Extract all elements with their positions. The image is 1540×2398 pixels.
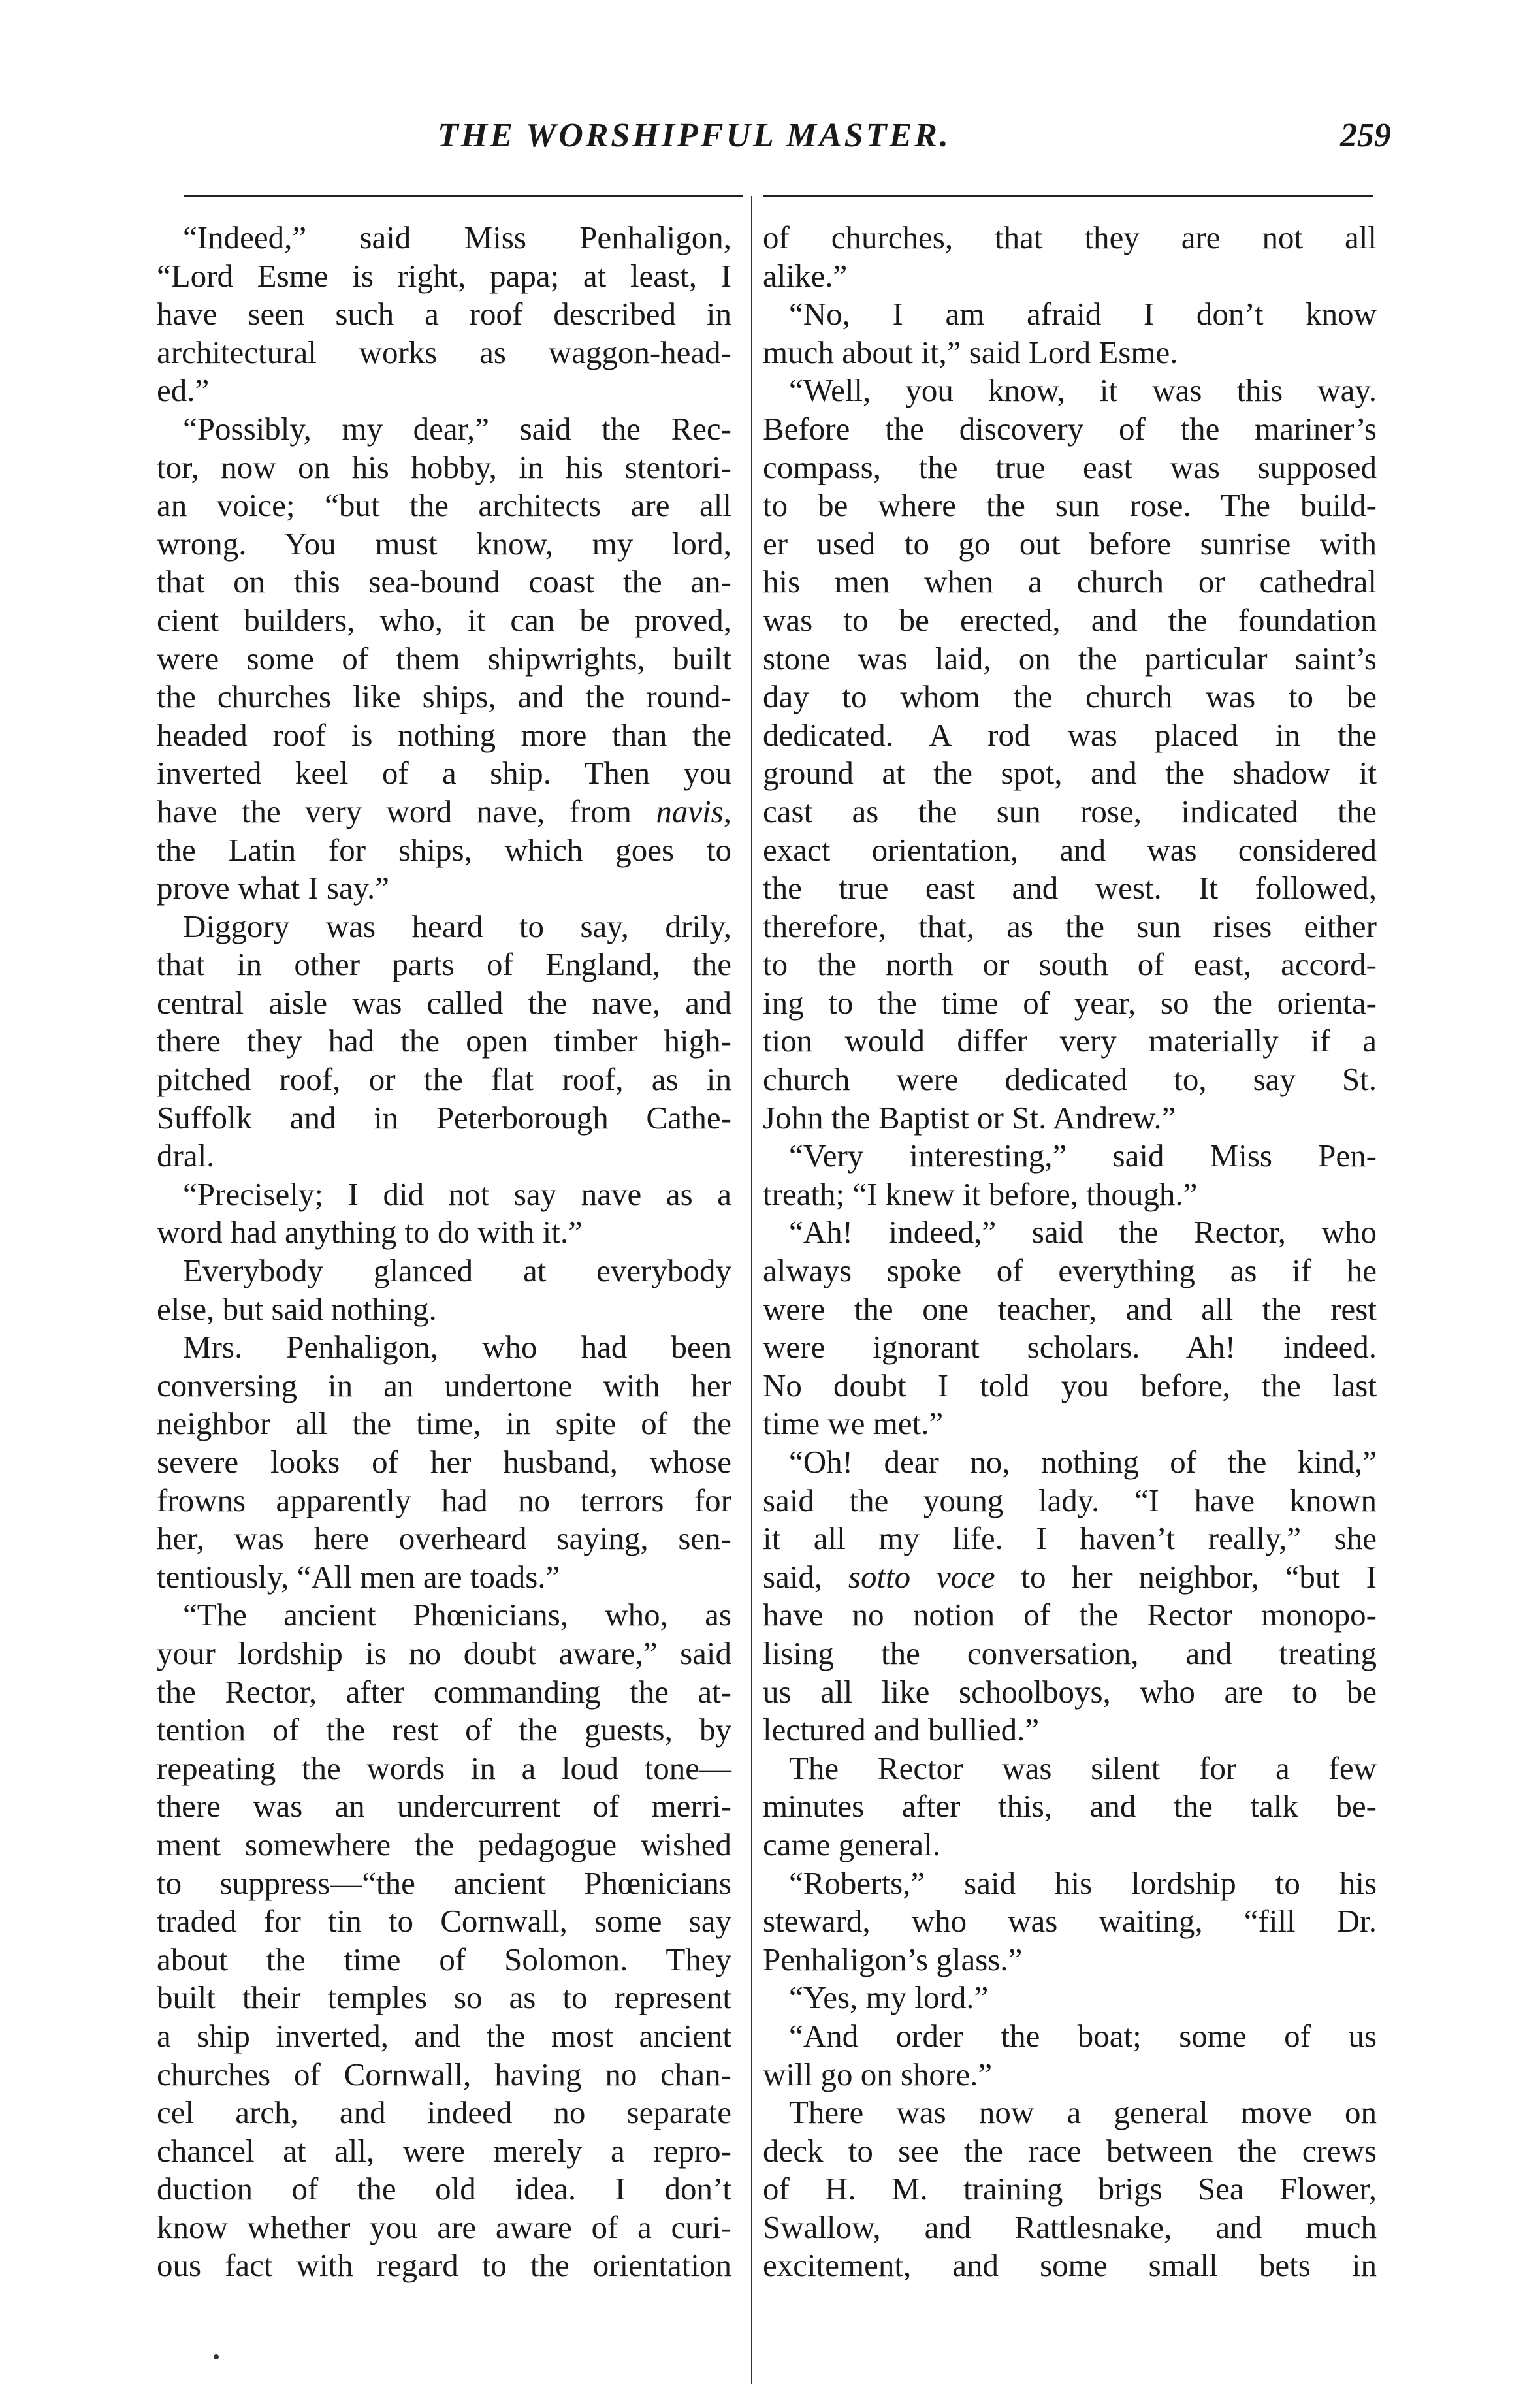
text-line: “Well, you know, it was this way. bbox=[789, 372, 1377, 409]
text-line: to be where the sun rose. The build- bbox=[763, 487, 1377, 524]
text-line: tentiously, “All men are toads.” bbox=[157, 1558, 560, 1595]
text-line: “No, I am afraid I don’t know bbox=[789, 296, 1377, 332]
text-line: tor, now on his hobby, in his stentori- bbox=[157, 449, 731, 485]
text-line: your lordship is no doubt aware,” said bbox=[157, 1635, 731, 1671]
text-line: deck to see the race between the crews bbox=[763, 2132, 1377, 2169]
text-line: much about it,” said Lord Esme. bbox=[763, 334, 1178, 370]
text-line: of churches, that they are not all bbox=[763, 219, 1377, 255]
text-line: frowns apparently had no terrors for bbox=[157, 1482, 731, 1518]
text-line: compass, the true east was supposed bbox=[763, 449, 1377, 485]
text-line: Mrs. Penhaligon, who had been bbox=[183, 1329, 731, 1366]
text-line: were some of them shipwrights, built bbox=[157, 640, 731, 677]
text-line: minutes after this, and the talk be- bbox=[763, 1788, 1377, 1825]
text-line: neighbor all the time, in spite of the bbox=[157, 1405, 731, 1442]
text-line: steward, who was waiting, “fill Dr. bbox=[763, 1903, 1377, 1940]
text-line: wrong. You must know, my lord, bbox=[157, 525, 731, 562]
text-line: church were dedicated to, say St. bbox=[763, 1061, 1377, 1098]
text-line: it all my life. I haven’t really,” she bbox=[763, 1520, 1377, 1557]
text-line: cient builders, who, it can be proved, bbox=[157, 601, 731, 638]
text-line: tion would differ very materially if a bbox=[763, 1023, 1377, 1059]
text-line: er used to go out before sunrise with bbox=[763, 525, 1377, 562]
page-header bbox=[196, 116, 1391, 175]
text-line: lising the conversation, and treating bbox=[763, 1635, 1377, 1671]
text-line: about the time of Solomon. They bbox=[157, 1941, 731, 1977]
text-line: cast as the sun rose, indicated the bbox=[763, 793, 1377, 829]
text-line: “Indeed,” said Miss Penhaligon, bbox=[183, 219, 731, 255]
text-line: “Roberts,” said his lordship to his bbox=[789, 1864, 1377, 1901]
text-line: were the one teacher, and all the rest bbox=[763, 1290, 1377, 1327]
text-line: Suffolk and in Peterborough Cathe- bbox=[157, 1099, 731, 1136]
text-line: therefore, that, as the sun rises either bbox=[763, 908, 1377, 944]
text-line: John the Baptist or St. Andrew.” bbox=[763, 1099, 1176, 1136]
text-line: “Very interesting,” said Miss Pen- bbox=[789, 1138, 1377, 1174]
text-line: alike.” bbox=[763, 257, 848, 294]
text-line: severe looks of her husband, whose bbox=[157, 1444, 731, 1480]
text-line: to suppress—“the ancient Phœnicians bbox=[157, 1864, 731, 1901]
text-line: dral. bbox=[157, 1138, 215, 1174]
text-line: said, sotto voce to her neighbor, “but I bbox=[763, 1558, 1377, 1595]
text-line: came general. bbox=[763, 1826, 941, 1862]
text-line: No doubt I told you before, the last bbox=[763, 1367, 1377, 1403]
text-line: ing to the time of year, so the orienta- bbox=[763, 984, 1377, 1021]
text-line: built their temples so as to represent bbox=[157, 1979, 731, 2016]
text-line: pitched roof, or the flat roof, as in bbox=[157, 1061, 731, 1098]
text-line: were ignorant scholars. Ah! indeed. bbox=[763, 1329, 1377, 1366]
text-line: that in other parts of England, the bbox=[157, 946, 731, 983]
text-line: have seen such a roof described in bbox=[157, 296, 731, 332]
text-line: day to whom the church was to be bbox=[763, 679, 1377, 715]
text-line: architectural works as waggon-head- bbox=[157, 334, 731, 370]
text-line: was to be erected, and the foundation bbox=[763, 601, 1377, 638]
text-line: ment somewhere the pedagogue wished bbox=[157, 1826, 731, 1862]
text-line: us all like schoolboys, who are to be bbox=[763, 1673, 1377, 1710]
text-line: Diggory was heard to say, drily, bbox=[183, 908, 731, 944]
text-line: said the young lady. “I have known bbox=[763, 1482, 1377, 1518]
text-line: Penhaligon’s glass.” bbox=[763, 1941, 1023, 1977]
text-line: a ship inverted, and the most ancient bbox=[157, 2017, 731, 2054]
text-line: the Rector, after commanding the at- bbox=[157, 1673, 731, 1710]
left-column bbox=[157, 219, 731, 2285]
text-line: churches of Cornwall, having no chan- bbox=[157, 2056, 731, 2092]
text-line: will go on shore.” bbox=[763, 2056, 993, 2092]
text-line: tention of the rest of the guests, by bbox=[157, 1712, 731, 1748]
text-line: Swallow, and Rattlesnake, and much bbox=[763, 2209, 1377, 2245]
text-line: treath; “I knew it before, though.” bbox=[763, 1175, 1198, 1212]
text-line: Before the discovery of the mariner’s bbox=[763, 410, 1377, 447]
text-line: dedicated. A rod was placed in the bbox=[763, 716, 1377, 753]
text-line: have the very word nave, from navis, bbox=[157, 793, 731, 829]
text-line: know whether you are aware of a curi- bbox=[157, 2209, 731, 2245]
text-line: inverted keel of a ship. Then you bbox=[157, 755, 731, 791]
text-line: that on this sea-bound coast the an- bbox=[157, 564, 731, 600]
text-line: time we met.” bbox=[763, 1405, 944, 1442]
text-line: the Latin for ships, which goes to bbox=[157, 831, 731, 868]
text-line: “Precisely; I did not say nave as a bbox=[183, 1175, 731, 1212]
text-line: of H. M. training brigs Sea Flower, bbox=[763, 2171, 1377, 2207]
text-line: always spoke of everything as if he bbox=[763, 1253, 1377, 1289]
print-speck bbox=[214, 2354, 219, 2359]
text-line: repeating the words in a loud tone— bbox=[157, 1750, 731, 1786]
text-line: ed.” bbox=[157, 372, 210, 409]
text-line: The Rector was silent for a few bbox=[789, 1750, 1377, 1786]
text-line: the churches like ships, and the round- bbox=[157, 679, 731, 715]
header-rule-left bbox=[184, 195, 743, 197]
text-line: her, was here overheard saying, sen- bbox=[157, 1520, 731, 1557]
text-line: there they had the open timber high- bbox=[157, 1023, 731, 1059]
text-line: his men when a church or cathedral bbox=[763, 564, 1377, 600]
column-divider bbox=[751, 196, 752, 2384]
text-line: Everybody glanced at everybody bbox=[183, 1253, 731, 1289]
text-line: “And order the boat; some of us bbox=[789, 2017, 1377, 2054]
page-number: 259 bbox=[1340, 117, 1391, 154]
text-line: prove what I say.” bbox=[157, 870, 390, 906]
text-line: “Lord Esme is right, papa; at least, I bbox=[157, 257, 731, 294]
text-line: to the north or south of east, accord- bbox=[763, 946, 1377, 983]
text-line: “The ancient Phœnicians, who, as bbox=[183, 1597, 731, 1633]
text-line: there was an undercurrent of merri- bbox=[157, 1788, 731, 1825]
text-line: central aisle was called the nave, and bbox=[157, 984, 731, 1021]
text-line: “Yes, my lord.” bbox=[789, 1979, 989, 2016]
text-line: There was now a general move on bbox=[789, 2094, 1377, 2131]
text-line: exact orientation, and was considered bbox=[763, 831, 1377, 868]
text-line: an voice; “but the architects are all bbox=[157, 487, 731, 524]
text-line: “Ah! indeed,” said the Rector, who bbox=[789, 1214, 1377, 1251]
text-line: ground at the spot, and the shadow it bbox=[763, 755, 1377, 791]
text-line: conversing in an undertone with her bbox=[157, 1367, 731, 1403]
text-line: the true east and west. It followed, bbox=[763, 870, 1377, 906]
text-line: “Possibly, my dear,” said the Rec- bbox=[183, 410, 731, 447]
header-rule-right bbox=[763, 195, 1373, 197]
text-line: else, but said nothing. bbox=[157, 1290, 437, 1327]
text-line: cel arch, and indeed no separate bbox=[157, 2094, 731, 2131]
right-column bbox=[763, 219, 1377, 2285]
text-line: word had anything to do with it.” bbox=[157, 1214, 583, 1251]
text-line: duction of the old idea. I don’t bbox=[157, 2171, 731, 2207]
text-line: ous fact with regard to the orientation bbox=[157, 2247, 731, 2284]
text-line: chancel at all, were merely a repro- bbox=[157, 2132, 731, 2169]
text-line: stone was laid, on the particular saint’s bbox=[763, 640, 1377, 677]
text-line: traded for tin to Cornwall, some say bbox=[157, 1903, 731, 1940]
text-line: lectured and bullied.” bbox=[763, 1712, 1040, 1748]
text-line: have no notion of the Rector monopo- bbox=[763, 1597, 1377, 1633]
text-line: headed roof is nothing more than the bbox=[157, 716, 731, 753]
text-line: excitement, and some small bets in bbox=[763, 2247, 1377, 2284]
running-title: THE WORSHIPFUL MASTER. bbox=[438, 117, 951, 154]
text-line: “Oh! dear no, nothing of the kind,” bbox=[789, 1444, 1377, 1480]
